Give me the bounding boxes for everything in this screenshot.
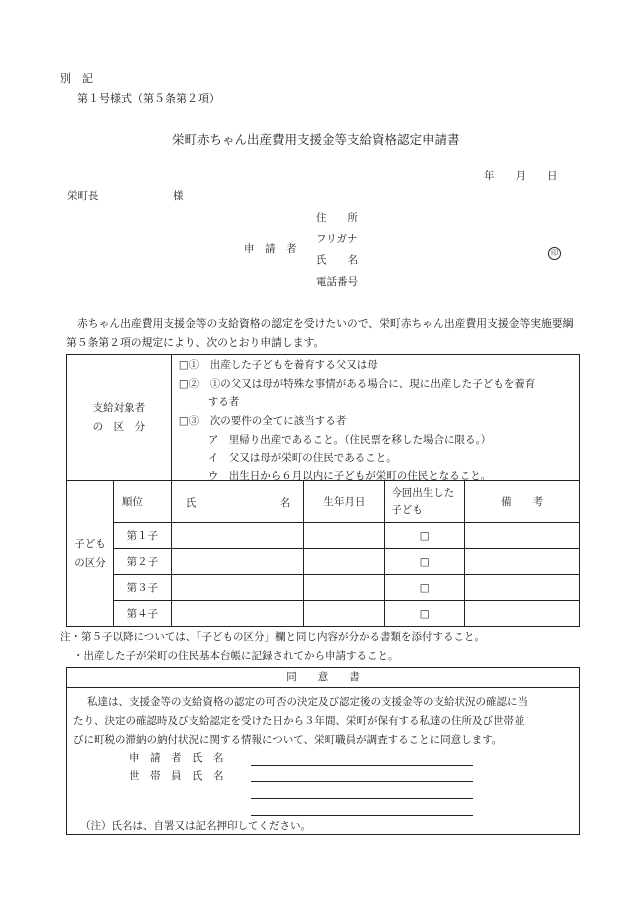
name-header-right: 名 <box>279 497 291 509</box>
child-name-cell[interactable] <box>171 549 304 575</box>
eligibility-option-2[interactable]: □② ①の父又は母が特殊な事情がある場合に、現に出産した子どもを養育 <box>178 378 536 390</box>
child-order: 第１子 <box>113 523 171 549</box>
phone-label: 電話番号 <box>316 276 358 288</box>
children-label-line1: 子ども <box>74 537 106 550</box>
order-header: 順位 <box>113 481 171 523</box>
table-row <box>67 523 580 549</box>
address-label: 住 所 <box>316 212 358 224</box>
name-header-left: 氏 <box>185 497 197 509</box>
note-1: 注・第５子以降については、「子どもの区分」欄と同じ内容が分かる書類を添付すること。 <box>60 631 486 643</box>
child-birthdate-cell[interactable] <box>304 575 385 601</box>
eligibility-sub-a: ア 里帰り出産であること。（住民票を移した場合に限る。） <box>207 434 492 446</box>
consent-footnote: （注）氏名は、自署又は記名押印してください。 <box>80 820 311 832</box>
honorific: 様 <box>173 190 184 202</box>
child-name-cell[interactable] <box>171 523 304 549</box>
eligibility-row <box>67 355 580 481</box>
note-2: ・出産した子が栄町の住民基本台帳に記録されてから申請すること。 <box>73 650 399 662</box>
this-birth-checkbox[interactable]: □ <box>385 549 465 575</box>
this-birth-checkbox[interactable]: □ <box>385 575 465 601</box>
household-signature-line-1[interactable] <box>251 781 473 782</box>
children-label-line2: の区分 <box>74 556 106 569</box>
household-signature-line-2[interactable] <box>251 798 473 799</box>
applicant-name-label: 申 請 者 氏 名 <box>129 752 224 764</box>
form-number: 第１号様式（第５条第２項） <box>77 92 220 105</box>
seal-mark: 印 <box>548 247 561 260</box>
this-birth-header <box>385 481 465 523</box>
eligibility-sub-u: ウ 出生日から６月以内に子どもが栄町の住民となること。 <box>207 470 492 482</box>
eligibility-label-cell <box>67 355 172 481</box>
remarks-header: 備 考 <box>465 481 580 523</box>
consent-text-line1: 私達は、支援金等の支給資格の認定の可否の決定及び認定後の支援金等の支給状況の確認に当 <box>87 696 528 708</box>
children-label-cell <box>67 481 114 627</box>
child-remarks-cell[interactable] <box>465 575 580 601</box>
name-label: 氏 名 <box>316 254 358 266</box>
consent-text-line2: たり、決定の確認時及び支給認定を受けた日から３年間、栄町が保有する私達の住所及び世帯並 <box>73 715 525 727</box>
furigana-label: フリガナ <box>316 233 358 245</box>
eligibility-option-3[interactable]: □③ 次の要件の全てに該当する者 <box>178 415 347 427</box>
child-order: 第４子 <box>113 601 171 627</box>
table-row <box>67 601 580 627</box>
child-name-cell[interactable] <box>171 601 304 627</box>
consent-text-line3: びに町税の滞納の納付状況に関する情報について、栄町職員が調査することに同意します。 <box>73 734 503 746</box>
child-remarks-cell[interactable] <box>465 601 580 627</box>
application-table <box>66 354 580 627</box>
intro-paragraph: 赤ちゃん出産費用支援金等の支給資格の認定を受けたいので、栄町赤ちゃん出産費用支援金等実施要綱第５条第２項の規定により、次のとおり申請します。 <box>66 317 574 349</box>
eligibility-label-line2: の 区 分 <box>92 420 146 433</box>
consent-box <box>66 667 580 835</box>
this-birth-checkbox[interactable]: □ <box>385 523 465 549</box>
eligibility-label-line1: 支給対象者 <box>92 401 146 414</box>
this-birth-header-line2: 子ども <box>391 503 423 516</box>
child-birthdate-cell[interactable] <box>304 601 385 627</box>
child-remarks-cell[interactable] <box>465 549 580 575</box>
child-order: 第２子 <box>113 549 171 575</box>
document-title: 栄町赤ちゃん出産費用支援金等支給資格認定申請書 <box>172 132 460 147</box>
this-birth-checkbox[interactable]: □ <box>385 601 465 627</box>
table-row <box>67 575 580 601</box>
applicant-label: 申 請 者 <box>244 243 297 255</box>
this-birth-header-line1: 今回出生した <box>391 486 455 499</box>
child-birthdate-cell[interactable] <box>304 549 385 575</box>
eligibility-options-cell <box>171 355 579 481</box>
table-row <box>67 549 580 575</box>
consent-title: 同 意 書 <box>67 668 579 688</box>
eligibility-sub-i: イ 父又は母が栄町の住民であること。 <box>207 452 397 464</box>
child-name-cell[interactable] <box>171 575 304 601</box>
birthdate-header: 生年月日 <box>304 481 385 523</box>
name-header <box>171 481 304 523</box>
child-remarks-cell[interactable] <box>465 523 580 549</box>
eligibility-option-2-cont: する者 <box>207 396 240 408</box>
household-signature-line-3[interactable] <box>251 815 473 816</box>
applicant-signature-line[interactable] <box>251 765 473 766</box>
children-header-row <box>67 481 580 523</box>
date-line[interactable]: 年 月 日 <box>484 170 558 182</box>
household-name-label: 世 帯 員 氏 名 <box>129 770 224 782</box>
eligibility-option-1[interactable]: □① 出産した子どもを養育する父又は母 <box>178 359 378 371</box>
child-birthdate-cell[interactable] <box>304 523 385 549</box>
addressee: 栄町長 <box>67 190 99 202</box>
appendix-label: 別 記 <box>60 72 93 85</box>
child-order: 第３子 <box>113 575 171 601</box>
